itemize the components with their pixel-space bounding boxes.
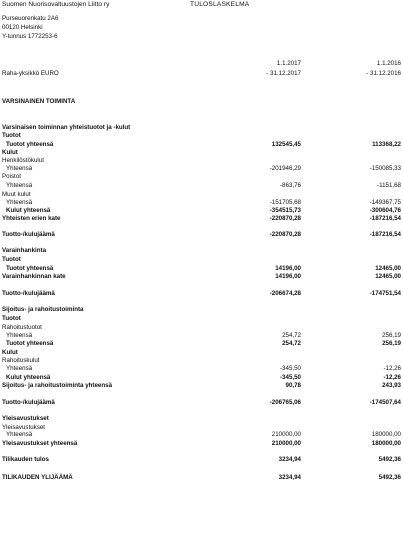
statement-row — [2, 166, 401, 174]
address-line-street: Purseuorenkatu 2A6 — [2, 15, 59, 22]
row-label: Yhteisten erien kate — [2, 215, 61, 222]
row-value-current: 254,72 — [282, 332, 301, 339]
row-label: Poistot — [2, 173, 21, 180]
row-value-current: 210000,00 — [271, 440, 301, 447]
row-label: VARSINAINEN TOIMINTA — [2, 98, 76, 105]
row-value-previous: 12465,00 — [375, 273, 401, 280]
row-value-current: 90,78 — [285, 382, 301, 389]
row-value-previous: 5492,36 — [378, 474, 401, 481]
row-value-previous: 5492,36 — [378, 456, 401, 463]
period-start-previous: 1.1.2016 — [376, 60, 401, 67]
row-label: Yleisavustukset — [2, 424, 45, 431]
row-value-previous: -150085,33 — [369, 165, 401, 172]
row-label: Yhteensä — [6, 332, 33, 339]
document-title: TULOSLASKELMA — [190, 1, 250, 8]
statement-row — [2, 400, 401, 408]
row-label: Yhteensä — [6, 165, 33, 172]
statement-row — [2, 341, 401, 349]
row-value-current: -345,50 — [280, 365, 301, 372]
statement-row — [2, 158, 401, 166]
row-label: Tuotot yhteensä — [6, 265, 54, 272]
row-label: Yleisavustukset yhteensä — [2, 440, 78, 447]
row-label: Yhteensä — [6, 199, 33, 206]
row-label: Yhteensä — [6, 365, 33, 372]
statement-row — [2, 325, 401, 333]
row-label: Tuotot — [2, 256, 21, 263]
row-label: Varainhankinnan kate — [2, 273, 66, 280]
row-label: Varsinaisen toiminnan yhteistuotot ja -kulut — [2, 124, 131, 131]
row-label: Tuotot — [2, 315, 21, 322]
row-label: Tuotto-/kulujäämä — [2, 399, 55, 406]
statement-row — [2, 174, 401, 182]
row-label: Sijoitus- ja rahoitustoiminta — [2, 306, 84, 313]
statement-row — [2, 416, 401, 424]
statement-row — [2, 475, 401, 483]
row-label: Kulut — [2, 149, 18, 156]
row-value-current: -206765,06 — [269, 399, 301, 406]
row-label: Yhteensä — [6, 182, 33, 189]
row-label: Henkilöstökulut — [2, 157, 44, 164]
statement-row — [2, 208, 401, 216]
row-value-current: -863,76 — [280, 182, 301, 189]
row-label: Yhteensä — [6, 431, 33, 438]
row-label: Tuotot — [2, 132, 21, 139]
statement-row — [2, 133, 401, 141]
row-label: Tuotto-/kulujäämä — [2, 290, 55, 297]
row-value-current: 14196,00 — [275, 273, 301, 280]
statement-row — [2, 358, 401, 366]
statement-row — [2, 183, 401, 191]
statement-row — [2, 142, 401, 150]
row-label: Sijoitus- ja rahoitustoiminta yhteensä — [2, 382, 113, 389]
statement-row — [2, 307, 401, 315]
period-end-previous: - 31.12.2016 — [366, 70, 401, 77]
statement-row — [2, 316, 401, 324]
row-value-previous: 256,19 — [382, 332, 401, 339]
statement-row — [2, 441, 401, 449]
row-value-current: -220870,28 — [269, 215, 301, 222]
statement-row — [2, 383, 401, 391]
address-line-business-id: Y-tunnus 1772253-6 — [2, 33, 58, 40]
row-label: Rahoituskulut — [2, 357, 40, 364]
statement-row — [2, 200, 401, 208]
statement-row — [2, 291, 401, 299]
row-value-current: -354515,73 — [269, 207, 301, 214]
row-value-current: 254,72 — [282, 340, 301, 347]
row-value-previous: -174507,64 — [369, 399, 401, 406]
row-label: Tuotot yhteensä — [6, 340, 54, 347]
statement-row — [2, 333, 401, 341]
row-value-current: 3234,94 — [278, 474, 301, 481]
address-line-city: 00120 Helsinki — [2, 24, 43, 31]
row-label: Tuotto-/kulujäämä — [2, 231, 55, 238]
row-value-previous: -12,26 — [383, 365, 401, 372]
row-value-current: 3234,94 — [278, 456, 301, 463]
row-value-previous: 113368,22 — [372, 141, 401, 148]
row-value-current: 14196,00 — [275, 265, 301, 272]
statement-row — [2, 432, 401, 440]
row-label: Muut kulut — [2, 191, 31, 198]
statement-row — [2, 350, 401, 358]
row-label: Tuotot yhteensä — [6, 141, 54, 148]
row-value-previous: -149367,75 — [369, 199, 401, 206]
row-value-previous: 256,19 — [382, 340, 401, 347]
statement-row — [2, 232, 401, 240]
statement-row — [2, 125, 401, 133]
row-value-previous: -187216,54 — [369, 215, 401, 222]
row-value-current: 132545,45 — [271, 141, 301, 148]
statement-row — [2, 457, 401, 465]
row-value-current: -345,50 — [280, 374, 301, 381]
statement-row — [2, 216, 401, 224]
row-value-previous: -187216,54 — [369, 231, 401, 238]
row-label: Kulut yhteensä — [6, 207, 51, 214]
row-value-previous: -12,26 — [383, 374, 401, 381]
row-value-previous: 243,93 — [382, 382, 401, 389]
period-end-current: - 31.12.2017 — [266, 70, 301, 77]
period-end-row — [2, 71, 401, 79]
statement-row — [2, 192, 401, 200]
row-value-previous: -174751,54 — [369, 290, 401, 297]
row-value-current: -151705,68 — [269, 199, 301, 206]
row-label: Tilikauden tulos — [2, 456, 49, 463]
row-value-current: 210000,00 — [271, 431, 301, 438]
statement-row — [2, 366, 401, 374]
row-value-current: -206674,28 — [269, 290, 301, 297]
row-label: Yleisavustukset — [2, 415, 49, 422]
row-label: Rahoitustuotot — [2, 324, 42, 331]
row-value-previous: 180000,00 — [371, 431, 401, 438]
row-label: Kulut yhteensä — [6, 374, 51, 381]
statement-row — [2, 99, 401, 107]
row-value-previous: -300604,76 — [369, 207, 401, 214]
row-label: TILIKAUDEN YLIJÄÄMÄ — [2, 474, 73, 481]
row-label: Varainhankinta — [2, 247, 47, 254]
row-value-previous: 180000,00 — [371, 440, 401, 447]
statement-row — [2, 150, 401, 158]
row-value-previous: -1151,68 — [377, 182, 401, 189]
statement-row — [2, 274, 401, 282]
statement-row — [2, 257, 401, 265]
statement-row — [2, 248, 401, 256]
row-value-current: -201946,29 — [269, 165, 301, 172]
row-label: Kulut — [2, 349, 18, 356]
row-value-previous: 12465,00 — [375, 265, 401, 272]
period-start-current: 1.1.2017 — [276, 60, 301, 67]
currency-label: Raha-yksikkö EURO — [2, 70, 59, 77]
period-start-row — [2, 61, 401, 69]
row-value-current: -220870,28 — [269, 231, 301, 238]
organization-name: Suomen Nuorisovaltuustojen Liitto ry — [2, 1, 110, 8]
